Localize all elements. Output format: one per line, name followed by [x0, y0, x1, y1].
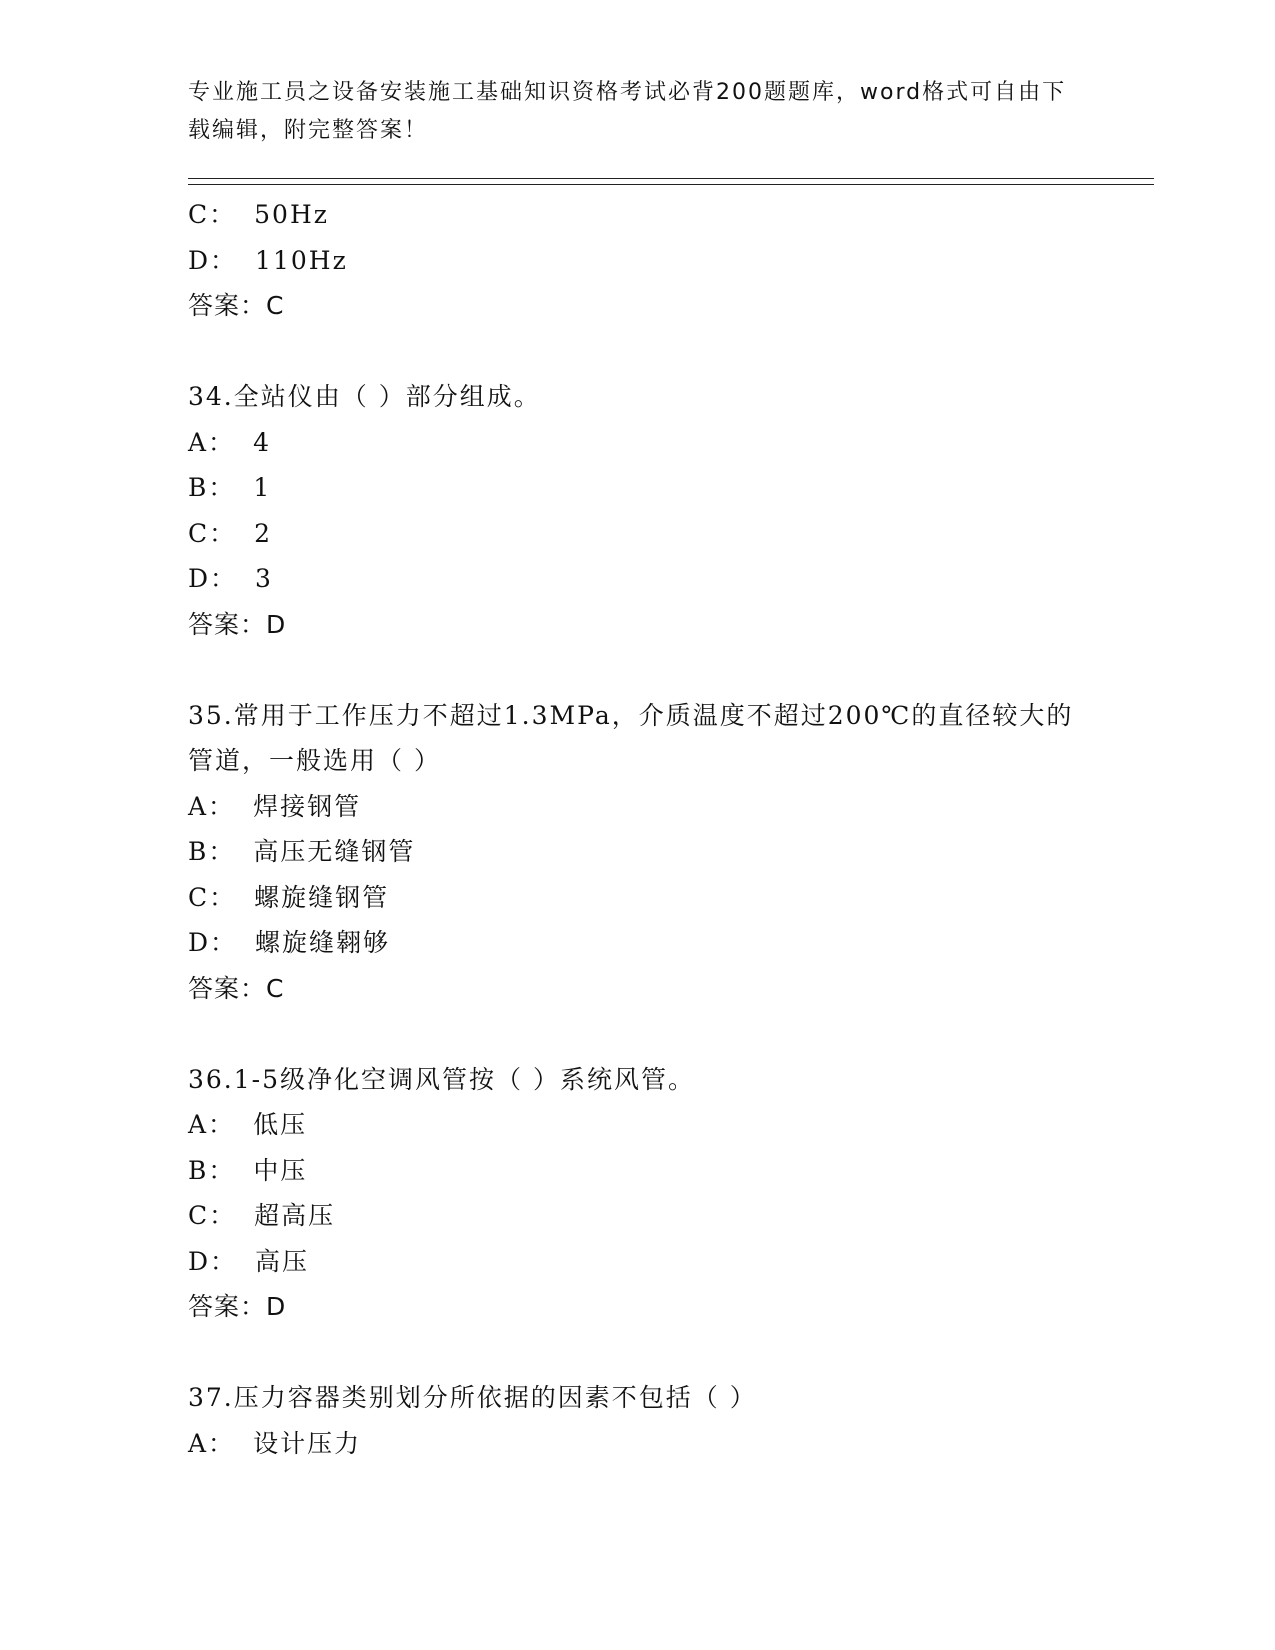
option-row [188, 1148, 1088, 1194]
option-text: 超高压 [254, 1201, 336, 1230]
option-letter: C： [188, 1201, 237, 1230]
option-letter: A： [188, 1110, 236, 1139]
option-row [188, 192, 1088, 238]
answer-line: 答案：D [188, 1292, 287, 1321]
option-letter: B： [188, 1155, 236, 1185]
option-row [188, 920, 1088, 966]
option-text: 3 [255, 564, 273, 593]
option-text: 焊接钢管 [253, 791, 362, 821]
option-row [188, 1193, 1088, 1239]
question-stem: 34.全站仪由（ ）部分组成。 [188, 382, 541, 411]
option-text: 高压无缝钢管 [253, 837, 416, 866]
option-letter: D： [188, 245, 238, 275]
answer-line: 答案：C [188, 973, 285, 1003]
option-row [188, 829, 1088, 875]
option-letter: B： [188, 473, 236, 502]
option-letter: B： [188, 837, 236, 866]
option-letter: D： [188, 564, 238, 593]
option-letter: C： [188, 518, 237, 548]
option-text: 1 [253, 473, 272, 502]
option-text: 低压 [253, 1110, 308, 1139]
option-row [188, 1421, 1088, 1467]
question-list [188, 192, 1088, 1466]
option-row [188, 238, 1088, 284]
option-row [188, 875, 1088, 921]
option-text: 螺旋缝翱够 [255, 928, 391, 957]
question-stem: 36.1-5级净化空调风管按（ ）系统风管。 [188, 1064, 695, 1094]
option-row [188, 465, 1088, 511]
option-letter: A： [188, 1428, 236, 1458]
option-row [188, 511, 1088, 557]
option-letter: D： [188, 928, 238, 957]
answer-line: 答案：C [188, 291, 285, 320]
option-letter: C： [188, 200, 237, 229]
option-letter: D： [188, 1246, 238, 1276]
question-stem: 35.常用于工作压力不超过1.3MPa，介质温度不超过200℃的直径较大的管道，一般选用（ ） [188, 700, 1074, 775]
option-letter: C： [188, 882, 237, 912]
question-stem: 37.压力容器类别划分所依据的因素不包括（ ） [188, 1383, 757, 1412]
option-row [188, 784, 1088, 830]
option-text: 110Hz [255, 245, 348, 275]
option-text: 2 [254, 518, 273, 548]
option-text: 螺旋缝钢管 [254, 882, 390, 912]
option-letter: A： [188, 427, 236, 457]
option-text: 中压 [253, 1155, 308, 1185]
option-row [188, 556, 1088, 602]
answer-line: 答案：D [188, 609, 287, 639]
option-text: 设计压力 [253, 1428, 362, 1458]
option-text: 50Hz [254, 200, 329, 229]
option-text: 4 [253, 427, 271, 457]
option-row [188, 420, 1088, 466]
option-row [188, 1102, 1088, 1148]
option-letter: A： [188, 791, 236, 821]
header-rule-top [188, 178, 1154, 179]
option-text: 高压 [255, 1246, 310, 1276]
header-rule-bottom [188, 184, 1154, 185]
document-header: 专业施工员之设备安装施工基础知识资格考试必背200题题库，word格式可自由下载编辑，附完整答案！ [188, 80, 1067, 143]
option-row [188, 1239, 1088, 1285]
